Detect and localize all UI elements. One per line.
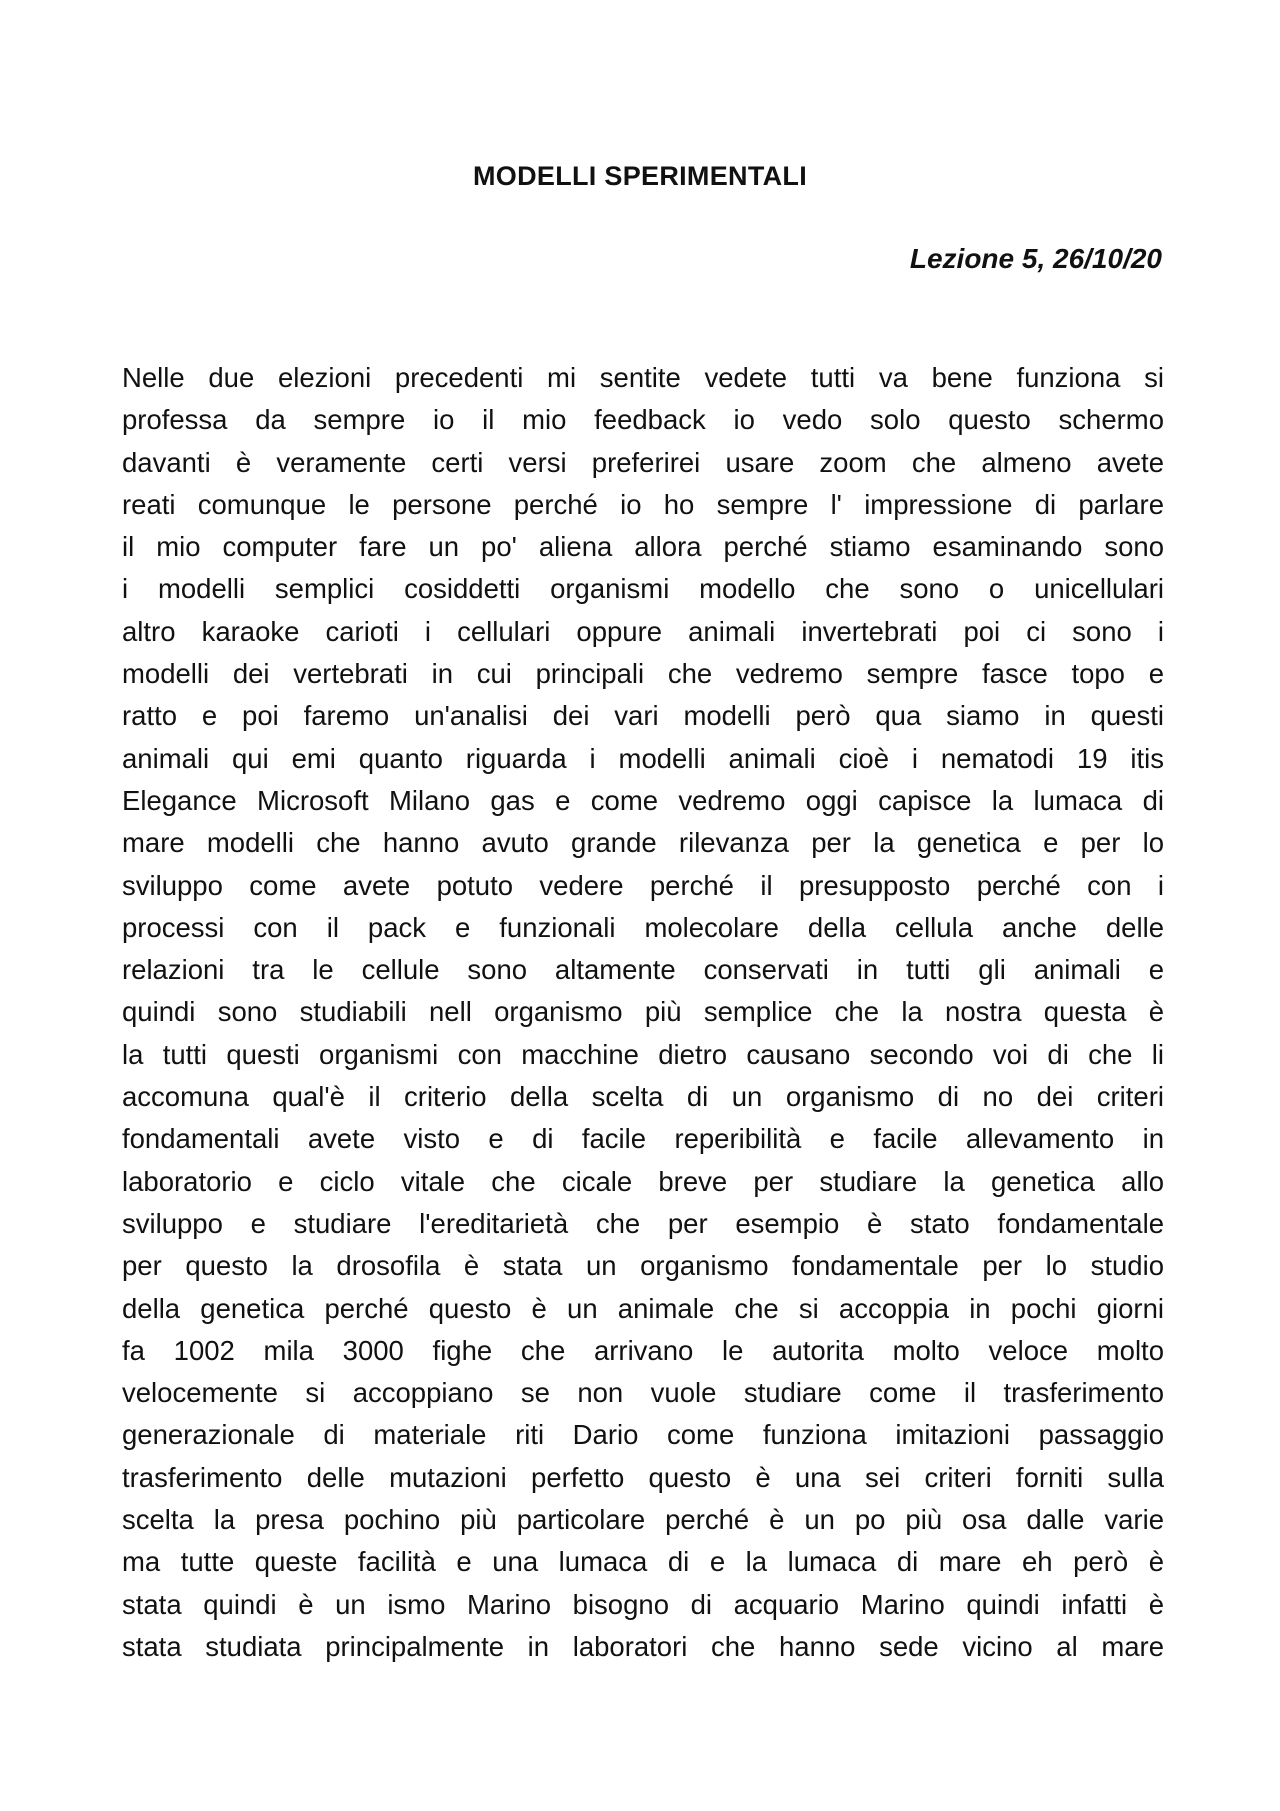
text-line: ratto e poi faremo un'analisi dei vari modelli però qua siamo in questi — [122, 700, 1164, 732]
text-line: scelta la presa pochino più particolare perché è un po più osa dalle varie — [122, 1504, 1164, 1536]
text-line: velocemente si accoppiano se non vuole studiare come il trasferimento — [122, 1377, 1164, 1409]
text-line: stata studiata principalmente in laboratori che hanno sede vicino al mare — [122, 1630, 1164, 1662]
text-line: laboratorio e ciclo vitale che cicale breve per studiare la genetica allo — [122, 1165, 1164, 1197]
text-line: per questo la drosofila è stata un organismo fondamentale per lo studio — [122, 1250, 1164, 1282]
lesson-date: Lezione 5, 26/10/20 — [909, 243, 1162, 274]
text-line: reati comunque le persone perché io ho sempre l' impressione di parlare — [122, 488, 1164, 520]
text-line: della genetica perché questo è un animale che si accoppia in pochi giorni — [122, 1292, 1164, 1324]
text-line: quindi sono studiabili nell organismo più semplice che la nostra questa è — [122, 996, 1164, 1028]
text-line: fondamentali avete visto e di facile reperibilità e facile allevamento in — [122, 1123, 1164, 1155]
text-line: altro karaoke carioti i cellulari oppure animali invertebrati poi ci sono i — [122, 615, 1164, 647]
document-title: MODELLI SPERIMENTALI — [473, 161, 807, 191]
text-line: accomuna qual'è il criterio della scelta di un organismo di no dei criteri — [122, 1081, 1164, 1113]
text-line: processi con il pack e funzionali molecolare della cellula anche delle — [122, 911, 1164, 943]
text-line: relazioni tra le cellule sono altamente conservati in tutti gli animali e — [122, 954, 1164, 986]
text-line: modelli dei vertebrati in cui principali che vedremo sempre fasce topo e — [122, 658, 1164, 690]
text-line: la tutti questi organismi con macchine dietro causano secondo voi di che li — [122, 1038, 1164, 1070]
text-line: i modelli semplici cosiddetti organismi modello che sono o unicellulari — [122, 573, 1164, 605]
text-line: Elegance Microsoft Milano gas e come vedremo oggi capisce la lumaca di — [122, 784, 1164, 816]
text-line: professa da sempre io il mio feedback io vedo solo questo schermo — [122, 404, 1164, 436]
text-line: davanti è veramente certi versi preferirei usare zoom che almeno avete — [122, 446, 1164, 478]
body-paragraph — [122, 357, 1164, 1668]
text-line: Nelle due elezioni precedenti mi sentite vedete tutti va bene funziona si — [122, 362, 1164, 393]
text-line: mare modelli che hanno avuto grande rilevanza per la genetica e per lo — [122, 827, 1164, 859]
text-line: animali qui emi quanto riguarda i modelli animali cioè i nematodi 19 itis — [122, 742, 1164, 774]
text-line: stata quindi è un ismo Marino bisogno di acquario Marino quindi infatti è — [122, 1588, 1164, 1620]
text-line: sviluppo e studiare l'ereditarietà che per esempio è stato fondamentale — [122, 1207, 1164, 1239]
text-line: generazionale di materiale riti Dario come funziona imitazioni passaggio — [122, 1419, 1164, 1451]
text-line: sviluppo come avete potuto vedere perché il presupposto perché con i — [122, 869, 1164, 901]
text-line: fa 1002 mila 3000 fighe che arrivano le autorita molto veloce molto — [122, 1334, 1164, 1366]
text-line: il mio computer fare un po' aliena allora perché stiamo esaminando sono — [122, 531, 1164, 563]
text-line: ma tutte queste facilità e una lumaca di e la lumaca di mare eh però è — [122, 1546, 1164, 1578]
text-line: trasferimento delle mutazioni perfetto questo è una sei criteri forniti sulla — [122, 1461, 1164, 1493]
